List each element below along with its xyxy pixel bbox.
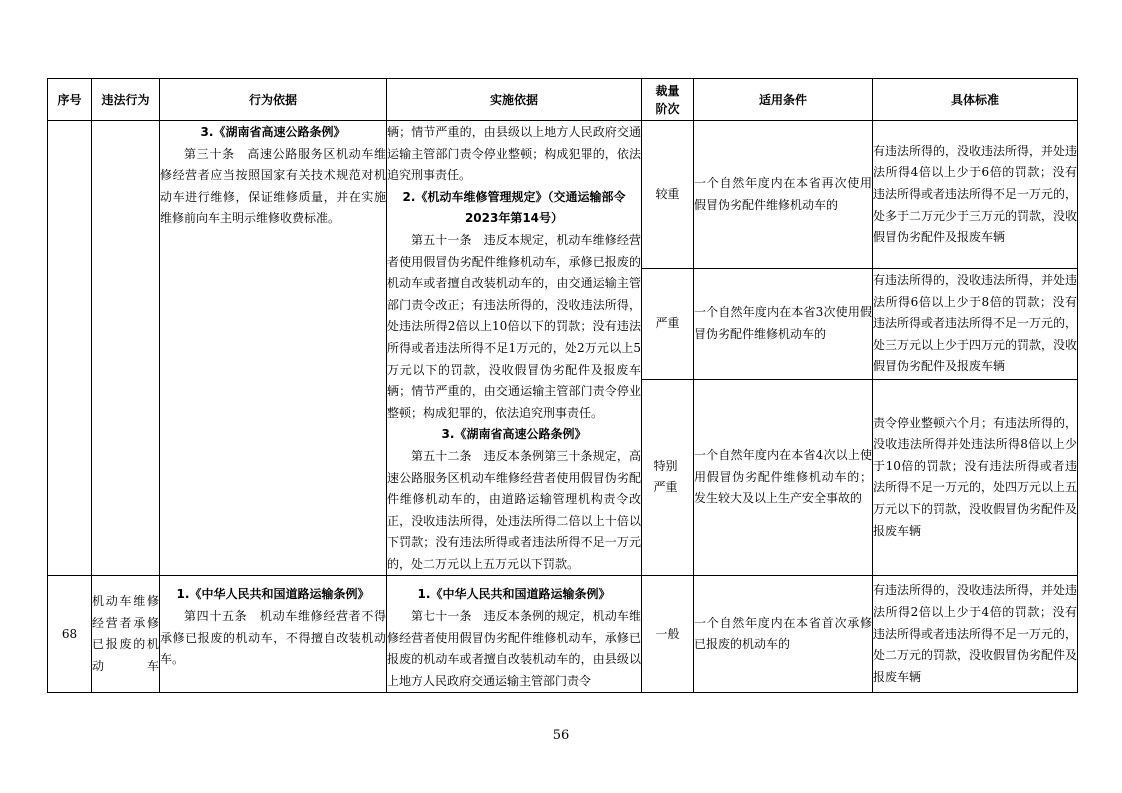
- cell-level: 一般: [642, 576, 694, 693]
- basis-law-title: 1.《中华人民共和国道路运输条例》: [176, 587, 370, 602]
- cell-condition: 一个自然年度内在本省3次使用假冒伪劣配件维修机动车的: [694, 269, 873, 379]
- cell-standard: 有违法所得的，没收违法所得，并处违法所得2倍以上少于4倍的罚款；没有违法所得或者违法所得不足一万元的，处二万元的罚款，没收假冒伪劣配件及报废车辆: [873, 576, 1078, 693]
- cell-standard: 责令停业整顿六个月；有违法所得的，没收违法所得并处违法所得8倍以上少于10倍的罚款；没有违法所得或者违法所得不足一万元的，处四万元以上五万元以下的罚款，没收假冒伪劣配件及报废车辆: [873, 379, 1078, 576]
- table-row: [48, 121, 1078, 269]
- header-level-text: 裁量阶次: [655, 83, 680, 116]
- cell-seq-continued: [48, 121, 92, 576]
- header-level: [642, 79, 694, 121]
- discretion-standard-table: [47, 78, 1078, 693]
- implement-law-title: 1.《中华人民共和国道路运输条例》: [417, 587, 611, 602]
- implement-law-title-3: 3.《湖南省高速公路条例》: [441, 427, 587, 442]
- cell-standard: 有违法所得的，没收违法所得，并处违法所得4倍以上少于6倍的罚款；没有违法所得或者违法所得不足一万元的，处多于二万元少于三万元的罚款，没收假冒伪劣配件及报废车辆: [873, 121, 1078, 269]
- header-condition: 适用条件: [694, 79, 873, 121]
- header-basis: 行为依据: [160, 79, 387, 121]
- implement-paragraph-2: 第五十一条 违反本规定，机动车维修经营者使用假冒伪劣配件维修机动车，承修已报废的机动车或者擅自改装机动车的，由交通运输主管部门责令改正；有违法所得的，没收违法所得，处违法所得2倍以上10倍以下的罚款；没有违法所得或者违法所得不足1万元的，处2万元以上5万元以下的罚款，没收假冒伪劣配件及报废车辆；情节严重的，由交通运输主管部门责令停业整顿；构成犯罪的，依法追究刑事责任。: [387, 232, 641, 420]
- cell-behavior-continued: [92, 121, 160, 576]
- header-seq: 序号: [48, 79, 92, 121]
- header-implement: 实施依据: [387, 79, 642, 121]
- header-behavior: 违法行为: [92, 79, 160, 121]
- header-standard: 具体标准: [873, 79, 1078, 121]
- cell-level: 较重: [642, 121, 694, 269]
- cell-basis-continued: [160, 121, 387, 576]
- cell-seq: 68: [48, 576, 92, 693]
- basis-law-title: 3.《湖南省高速公路条例》: [200, 125, 346, 139]
- cell-condition: 一个自然年度内在本省4次以上使用假冒伪劣配件维修机动车的；发生较大及以上生产安全事故的: [694, 379, 873, 576]
- cell-level-text: 特别严重: [653, 458, 678, 495]
- implement-paragraph-3: 第五十二条 违反本条例第三十条规定，高速公路服务区机动车维修经营者使用假冒伪劣配件维修机动车的，由道路运输管理机构责令改正，没收违法所得，处违法所得二倍以上十倍以下罚款；没有违法所得或者违法所得不足一万元的，处二万元以上五万元以下罚款。: [387, 448, 641, 571]
- cell-behavior: 机动车维修经营者承修已报废的机动车: [92, 576, 160, 693]
- cell-basis: [160, 576, 387, 693]
- cell-implement-continued: [387, 121, 642, 576]
- basis-article-text: 第四十五条 机动车维修经营者不得承修已报废的机动车，不得擅自改装机动车。: [160, 609, 386, 667]
- cell-level: [642, 379, 694, 576]
- cell-implement: [387, 576, 642, 693]
- cell-level: 严重: [642, 269, 694, 379]
- table-row-68: [48, 576, 1078, 693]
- implement-paragraph-1: 辆；情节严重的，由县级以上地方人民政府交通运输主管部门责令停业整顿；构成犯罪的，依法追究刑事责任。: [387, 125, 641, 183]
- implement-paragraph: 第七十一条 违反本条例的规定，机动车维修经营者使用假冒伪劣配件维修机动车，承修已报废的机动车或者擅自改装机动车的，由县级以上地方人民政府交通运输主管部门责令: [387, 609, 641, 688]
- table-header-row: [48, 79, 1078, 121]
- implement-law-title-2: 2.《机动车维修管理规定》（交通运输部令2023年第14号）: [402, 189, 626, 226]
- cell-condition: 一个自然年度内在本省再次使用假冒伪劣配件维修机动车的: [694, 121, 873, 269]
- basis-article-text: 第三十条 高速公路服务区机动车维修经营者应当按照国家有关技术规范对机动车进行维修，保证维修质量，并在实施维修前向车主明示维修收费标准。: [160, 146, 386, 226]
- page-number: 56: [552, 728, 570, 743]
- cell-standard: 有违法所得的，没收违法所得，并处违法所得6倍以上少于8倍的罚款；没有违法所得或者违法所得不足一万元的，处三万元以上少于四万元的罚款，没收假冒伪劣配件及报废车辆: [873, 269, 1078, 379]
- cell-condition: 一个自然年度内在本省首次承修已报废的机动车的: [694, 576, 873, 693]
